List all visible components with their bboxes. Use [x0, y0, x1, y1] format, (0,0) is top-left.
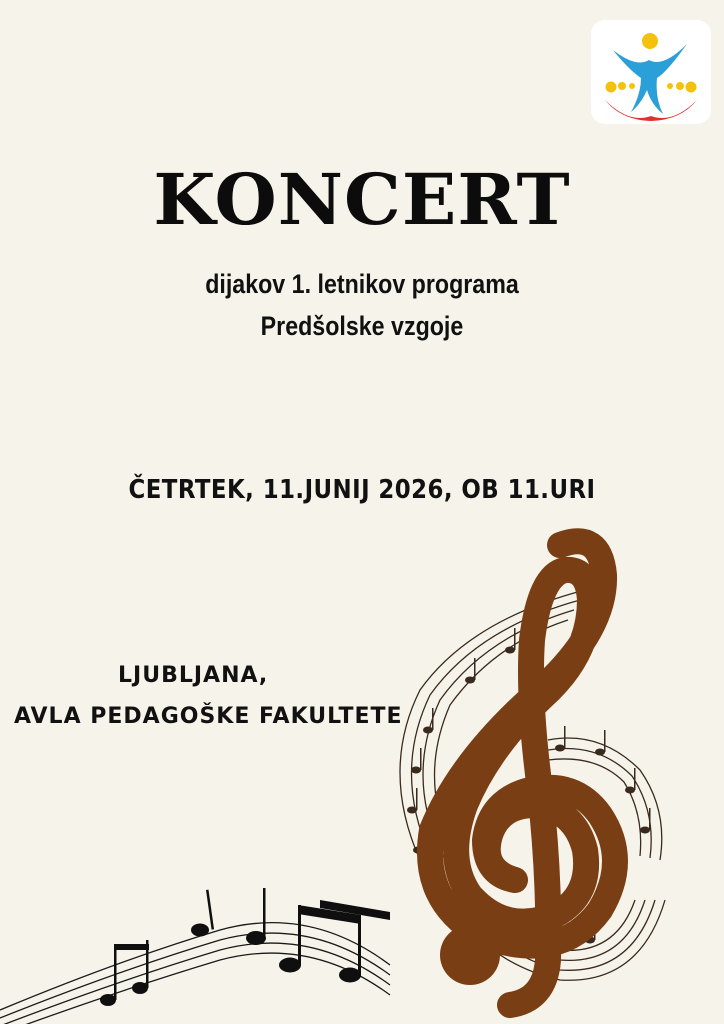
location-venue: AVLA PEDAGOŠKE FAKULTETE [14, 704, 403, 729]
school-logo-icon [591, 20, 711, 124]
poster-title: KONCERT [153, 158, 571, 241]
staff-notes [407, 628, 651, 966]
treble-clef-icon [430, 541, 615, 1005]
bottom-staff-lines [0, 923, 390, 1024]
bottom-notes [100, 888, 390, 1006]
subtitle-line-2: Predšolske vzgoje [260, 311, 464, 341]
logo-badge [591, 20, 711, 124]
music-staff-icon [400, 590, 665, 980]
subtitle-line-1: dijakov 1. letnikov programa [205, 269, 519, 299]
event-date: ČETRTEK, 11.JUNIJ 2026, OB 11.URI [128, 475, 596, 505]
location-city: LJUBLJANA, [118, 663, 269, 688]
